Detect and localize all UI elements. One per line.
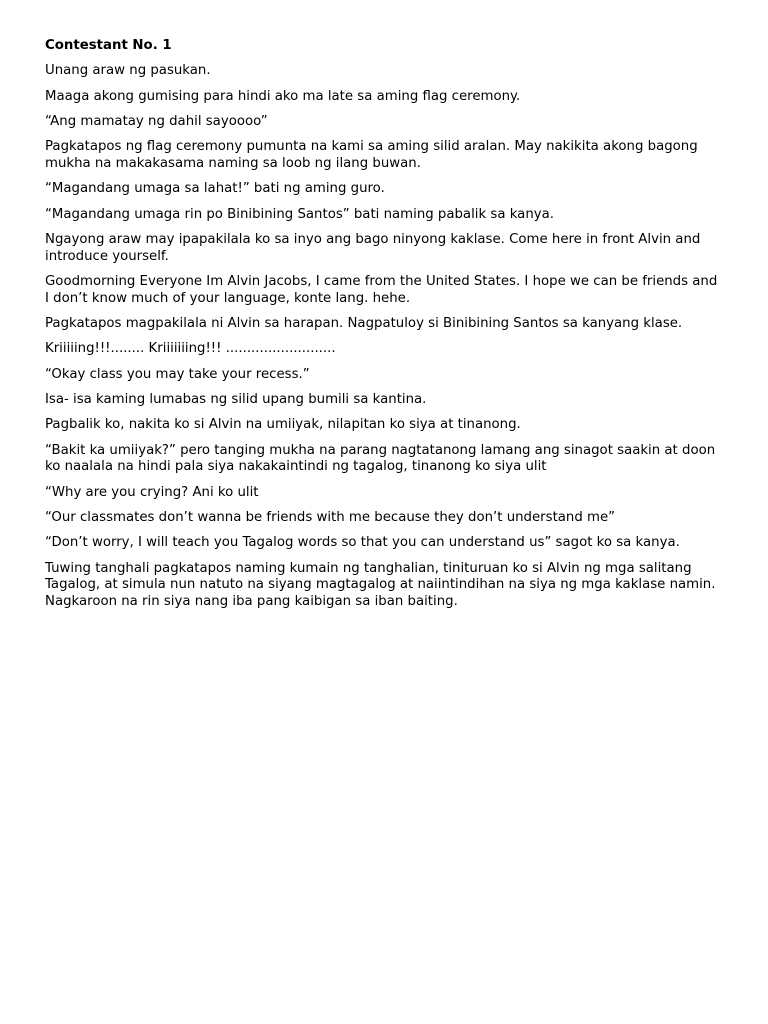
document-title: Contestant No. 1: [45, 38, 172, 53]
paragraph: Pagbalik ko, nakita ko si Alvin na umiiyak, nilapitan ko siya at tinanong.: [45, 417, 521, 433]
paragraph: “Ang mamatay ng dahil sayoooo”: [45, 113, 268, 129]
paragraph: “Why are you crying? Ani ko ulit: [45, 484, 259, 500]
paragraph: “Magandang umaga sa lahat!” bati ng aming guro.: [45, 181, 385, 197]
document-page: [45, 38, 725, 619]
paragraph: Tuwing tanghali pagkatapos naming kumain ng tanghalian, tinituruan ko si Alvin ng mga salitang Tagalog, at simula nun natuto na siyang magtagalog at naiintindihan na siya ng mga kaklase namin. Nagkaroon na rin siya nang iba pang kaibigan sa iban baiting.: [45, 560, 716, 610]
paragraph: “Our classmates don’t wanna be friends with me because they don’t understand me”: [45, 509, 616, 525]
paragraph: Kriiiiing!!!........ Kriiiiiiing!!! ..........................: [45, 341, 336, 357]
paragraph: Pagkatapos magpakilala ni Alvin sa harapan. Nagpatuloy si Binibining Santos sa kanyang klase.: [45, 316, 683, 332]
paragraph: Ngayong araw may ipapakilala ko sa inyo ang bago ninyong kaklase. Come here in front Alvin and introduce yourself.: [45, 231, 701, 264]
paragraph: Maaga akong gumising para hindi ako ma late sa aming flag ceremony.: [45, 88, 521, 104]
paragraph: Unang araw ng pasukan.: [45, 63, 211, 79]
paragraph: “Magandang umaga rin po Binibining Santos” bati naming pabalik sa kanya.: [45, 206, 554, 222]
paragraph: Pagkatapos ng flag ceremony pumunta na kami sa aming silid aralan. May nakikita akong bagong mukha na makakasama naming sa loob ng ilang buwan.: [45, 139, 698, 171]
paragraph: “Don’t worry, I will teach you Tagalog words so that you can understand us” sagot ko sa kanya.: [45, 535, 680, 551]
paragraph: Isa- isa kaming lumabas ng silid upang bumili sa kantina.: [45, 391, 427, 407]
paragraph: “Bakit ka umiiyak?” pero tanging mukha na parang nagtatanong lamang ang sinagot saakin at doon ko naalala na hindi pala siya nakakaintindi ng tagalog, tinanong ko siya ulit: [45, 442, 716, 475]
paragraph: “Okay class you may take your recess.”: [45, 366, 310, 382]
paragraph: Goodmorning Everyone Im Alvin Jacobs, I came from the United States. I hope we can be friends and I don’t know much of your language, konte lang. hehe.: [45, 273, 718, 306]
